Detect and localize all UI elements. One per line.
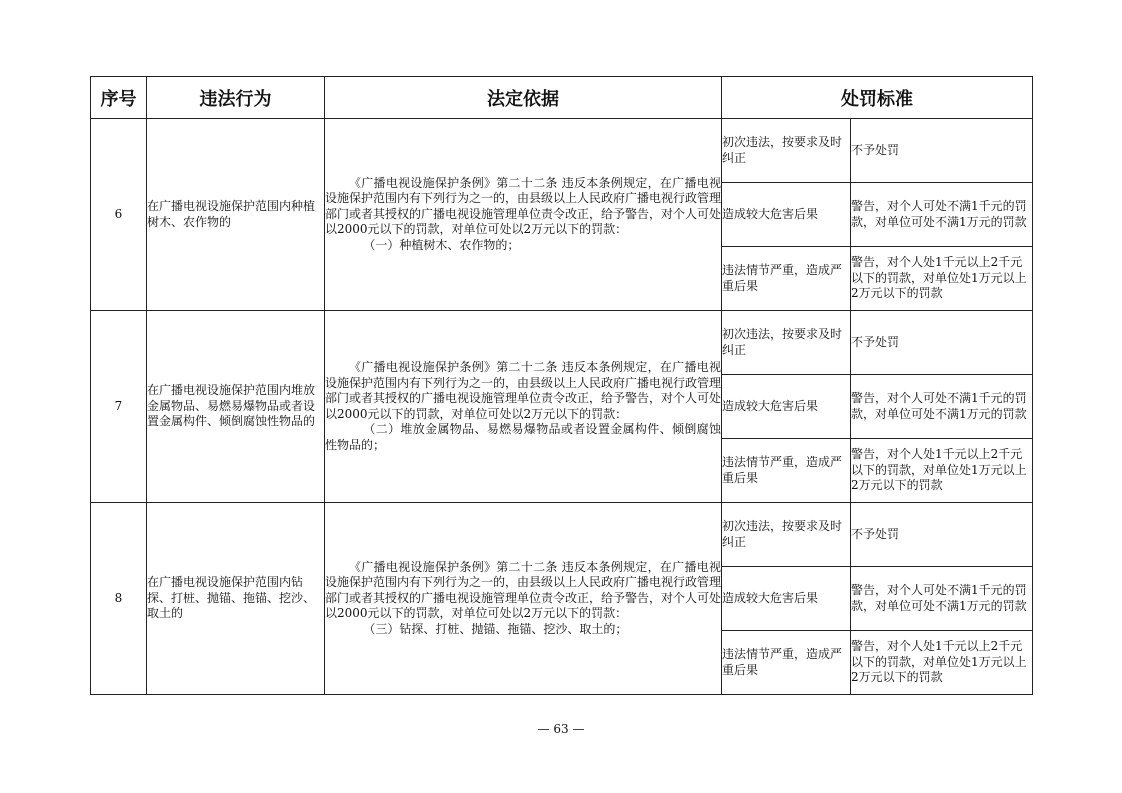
table-row	[91, 503, 1033, 567]
condition-cell: 违法情节严重，造成严重后果	[722, 631, 851, 695]
penalty-cell: 警告，对个人处1千元以上2千元以下的罚款，对单位处1万元以上2万元以下的罚款	[851, 439, 1033, 503]
condition-cell: 违法情节严重，造成严重后果	[722, 439, 851, 503]
condition-cell: 初次违法，按要求及时纠正	[722, 311, 851, 375]
penalty-table	[90, 76, 1033, 695]
page-number: — 63 —	[537, 722, 585, 736]
basis-text: 《广播电视设施保护条例》第二十二条 违反本条例规定，在广播电视设施保护范围内有下列行为之一的，由县级以上人民政府广播电视行政管理部门或者其授权的广播电视设施管理单位责令改正，给予警告，对个人可处以2000元以下的罚款，对单位可处以2万元以下的罚款：	[325, 360, 722, 421]
penalty-cell: 不予处罚	[851, 311, 1033, 375]
penalty-cell: 警告，对个人可处不满1千元的罚款，对单位可处不满1万元的罚款	[851, 567, 1033, 631]
row-act: 在广播电视设施保护范围内钻探、打桩、抛锚、拖锚、挖沙、取土的	[147, 503, 325, 695]
condition-cell: 初次违法，按要求及时纠正	[722, 503, 851, 567]
header-penalty: 处罚标准	[722, 77, 1033, 119]
penalty-cell: 警告，对个人可处不满1千元的罚款，对单位可处不满1万元的罚款	[851, 183, 1033, 247]
row-index: 6	[91, 119, 147, 311]
condition-cell: 初次违法，按要求及时纠正	[722, 119, 851, 183]
header-act: 违法行为	[147, 77, 325, 119]
basis-item: （二）堆放金属物品、易燃易爆物品或者设置金属构件、倾倒腐蚀性物品的；	[325, 422, 721, 452]
penalty-cell: 警告，对个人处1千元以上2千元以下的罚款，对单位处1万元以上2万元以下的罚款	[851, 247, 1033, 311]
row-basis	[325, 503, 722, 695]
row-index: 8	[91, 503, 147, 695]
condition-cell: 造成较大危害后果	[722, 375, 851, 439]
row-basis	[325, 119, 722, 311]
condition-cell: 造成较大危害后果	[722, 183, 851, 247]
basis-item: （一）种植树木、农作物的；	[363, 237, 520, 252]
penalty-cell: 警告，对个人可处不满1千元的罚款，对单位可处不满1万元的罚款	[851, 375, 1033, 439]
header-basis: 法定依据	[325, 77, 722, 119]
penalty-cell: 不予处罚	[851, 503, 1033, 567]
header-index: 序号	[91, 77, 147, 119]
condition-cell: 违法情节严重，造成严重后果	[722, 247, 851, 311]
condition-cell: 造成较大危害后果	[722, 567, 851, 631]
table-row	[91, 119, 1033, 183]
row-index: 7	[91, 311, 147, 503]
row-act: 在广播电视设施保护范围内堆放金属物品、易燃易爆物品或者设置金属构件、倾倒腐蚀性物品的	[147, 311, 325, 503]
row-act: 在广播电视设施保护范围内种植树木、农作物的	[147, 119, 325, 311]
row-basis	[325, 311, 722, 503]
basis-text: 《广播电视设施保护条例》第二十二条 违反本条例规定，在广播电视设施保护范围内有下列行为之一的，由县级以上人民政府广播电视行政管理部门或者其授权的广播电视设施管理单位责令改正，给予警告，对个人可处以2000元以下的罚款，对单位可处以2万元以下的罚款：	[325, 175, 722, 237]
penalty-cell: 不予处罚	[851, 119, 1033, 183]
penalty-cell: 警告，对个人处1千元以上2千元以下的罚款，对单位处1万元以上2万元以下的罚款	[851, 631, 1033, 695]
basis-item: （三）钻探、打桩、抛锚、拖锚、挖沙、取土的；	[363, 621, 628, 636]
table-row	[91, 311, 1033, 375]
basis-text: 《广播电视设施保护条例》第二十二条 违反本条例规定，在广播电视设施保护范围内有下列行为之一的，由县级以上人民政府广播电视行政管理部门或者其授权的广播电视设施管理单位责令改正，给予警告，对个人可处以2000元以下的罚款，对单位可处以2万元以下的罚款：	[325, 559, 722, 621]
table-header-row	[91, 77, 1033, 119]
